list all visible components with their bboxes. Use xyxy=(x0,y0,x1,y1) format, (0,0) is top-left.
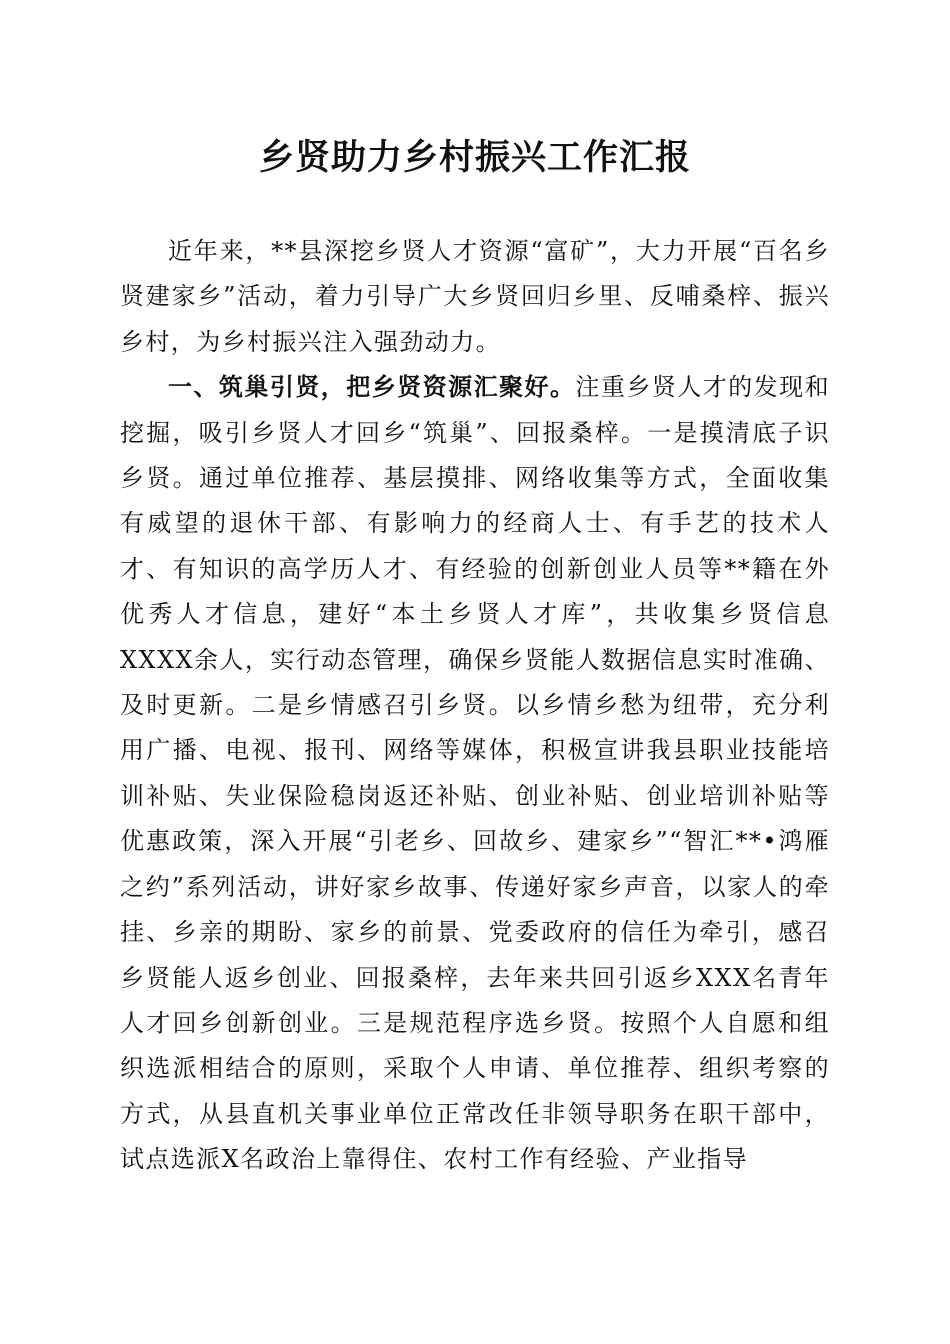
section-one-heading: 一、筑巢引贤，把乡贤资源汇聚好。 xyxy=(168,373,576,402)
section-one-paragraph xyxy=(120,365,830,1182)
document-title: 乡贤助力乡村振兴工作汇报 xyxy=(258,137,691,178)
document-body xyxy=(120,229,830,1183)
section-one-text: 注重乡贤人才的发现和挖掘，吸引乡贤人才回乡“筑巢”、回报桑梓。一是摸清底子识乡贤。通过单位推荐、基层摸排、网络收集等方式，全面收集有威望的退休干部、有影响力的经商人士、有手艺的技术人才、有知识的高学历人才、有经验的创新创业人员等**籍在外优秀人才信息，建好“本土乡贤人才库”，共收集乡贤信息XXXX余人，实行动态管理，确保乡贤能人数据信息实时准确、及时更新。二是乡情感召引乡贤。以乡情乡愁为纽带，充分利用广播、电视、报刊、网络等媒体，积极宣讲我县职业技能培训补贴、失业保险稳岗返还补贴、创业补贴、创业培训补贴等优惠政策，深入开展“引老乡、回故乡、建家乡”“智汇**•鸿雁之约”系列活动，讲好家乡故事、传递好家乡声音，以家人的牵挂、乡亲的期盼、家乡的前景、党委政府的信任为牵引，感召乡贤能人返乡创业、回报桑梓，去年来共回引返乡XXX名青年人才回乡创新创业。三是规范程序选乡贤。按照个人自愿和组织选派相结合的原则，采取个人申请、单位推荐、组织考察的方式，从县直机关事业单位正常改任非领导职务在职干部中，试点选派X名政治上靠得住、农村工作有经验、产业指导 xyxy=(120,373,830,1174)
intro-paragraph-text: 近年来，**县深挖乡贤人才资源“富矿”，大力开展“百名乡贤建家乡”活动，着力引导广大乡贤回归乡里、反哺桑梓、振兴乡村，为乡村振兴注入强劲动力。 xyxy=(120,237,830,356)
intro-paragraph xyxy=(120,229,830,365)
